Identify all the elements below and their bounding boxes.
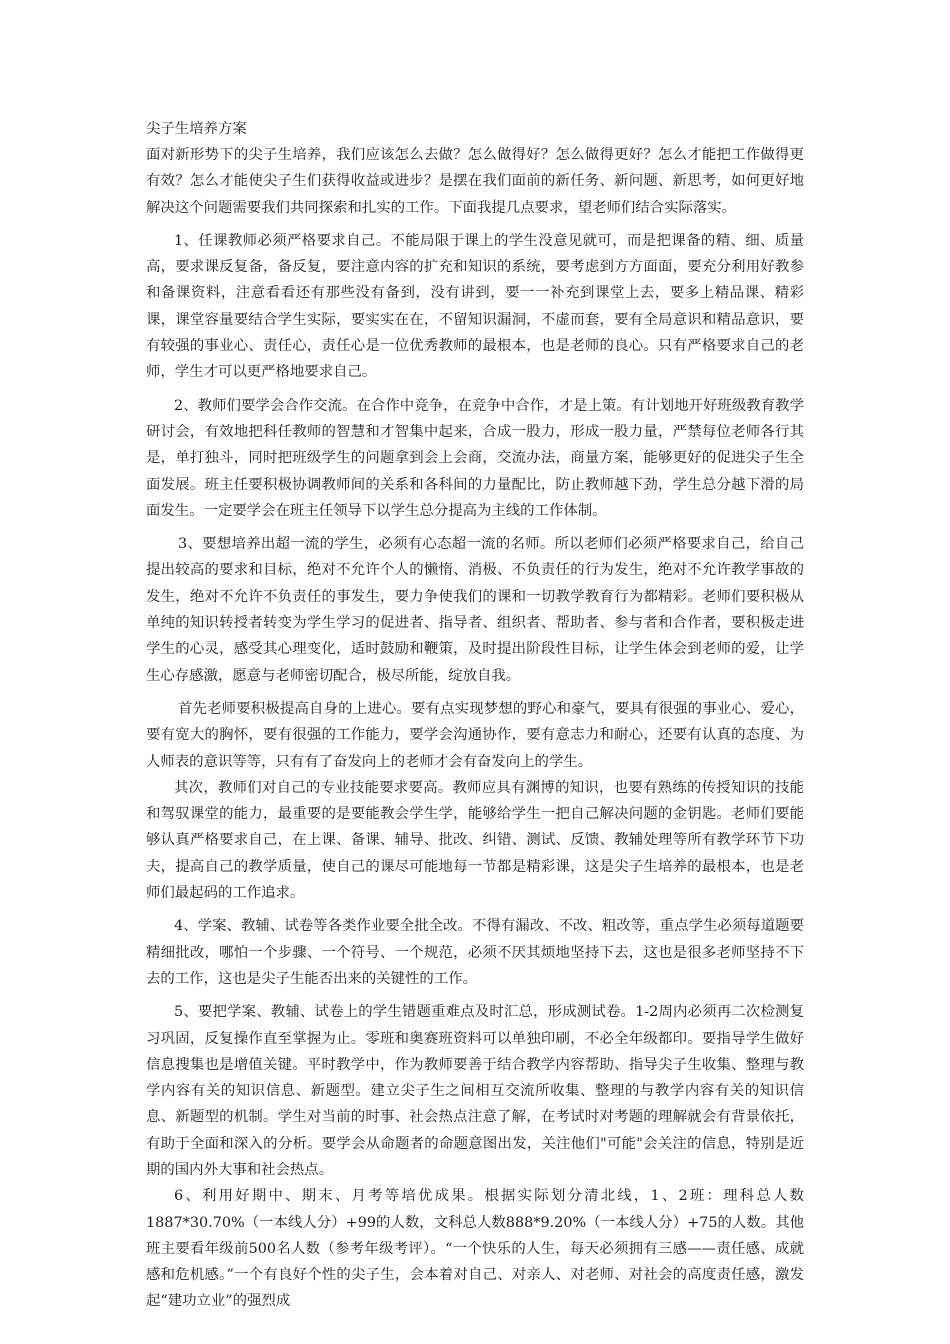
paragraph-intro: 面对新形势下的尖子生培养，我们应该怎么去做？怎么做得好？怎么做得更好？怎么才能把工作做得更有效？怎么才能使尖子生们获得收益或进步？是摆在我们面前的新任务、新问题、新思考，如何更好地解决这个问题需要我们共同探索和扎实的工作。下面我提几点要求，望老师们结合实际落实。: [146, 147, 804, 216]
document-title: 尖子生培养方案: [146, 121, 247, 137]
paragraph-2: 2、教师们要学会合作交流。在合作中竞争，在竞争中合作，才是上策。有计划地开好班级教育教学研讨会，有效地把科任教师的智慧和才智集中起来，合成一股力，形成一股力量，严禁每位老师各行其是，单打独斗，同时把班级学生的问题拿到会上会商，交流办法，商量方案，能够更好的促进尖子生全面发展。班主任要积极协调教师间的关系和各科间的力量配比，防止教师越下劲，学生总分越下滑的局面发生。一定要学会在班主任领导下以学生总分提高为主线的工作体制。: [146, 397, 804, 519]
paragraph-second: 其次，教师们对自己的专业技能要求要高。教师应具有渊博的知识，也要有熟练的传授知识的技能和驾驭课堂的能力，最重要的是要能教会学生学，能够给学生一把自己解决问题的金钥匙。老师们要能够认真严格要求自己，在上课、备课、辅导、批改、纠错、测试、反馈、教辅处理等所有教学环节下功夫，提高自己的教学质量，使自己的课尽可能地每一节都是精彩课，这是尖子生培养的最根本，也是老师们最起码的工作追求。: [146, 779, 804, 902]
paragraph-3: 3、要想培养出超一流的学生，必须有心态超一流的名师。所以老师们必须严格要求自己，给自己提出较高的要求和目标，绝对不允许个人的懒惰、消极、不负责任的行为发生，绝对不允许教学事故的发生，绝对不允许不负责任的事发生，要力争使我们的课和一切教学教育行为都精彩。老师们要积极从单纯的知识转授者转变为学生学习的促进者、指导者、组织者、帮助者、参与者和合作者，要积极走进学生的心灵，感受其心理变化，适时鼓励和鞭策，及时提出阶段性目标，让学生体会到老师的爱，让学生心存感激，愿意与老师密切配合，极尽所能，绽放自我。: [146, 536, 804, 684]
document-page: [146, 116, 804, 1315]
paragraph-6: 6、利用好期中、期末、月考等培优成果。根据实际划分清北线，1、2班：理科总人数1887*30.70%（一本线人分）+99的人数，文科总人数888*9.20%（一本线人分）+75的人数。其他班主要看年级前500名人数（参考年级考评）。“一个快乐的人生，每天必须拥有三感——责任感、成就感和危机感。”一个有良好个性的尖子生，会本着对自己、对亲人、对老师、对社会的高度责任感，激发起“建功立业”的强烈成: [146, 1188, 804, 1310]
paragraph-1: 1、任课教师必须严格要求自己。不能局限于课上的学生没意见就可，而是把课备的精、细、质量高，要求课反复备，备反复，要注意内容的扩充和知识的系统，要考虑到方方面面，要充分利用好教参和备课资料，注意看看还有那些没有备到，没有讲到，要一一补充到课堂上去，要多上精品课、精彩课，课堂容量要结合学生实际，要实实在在，不留知识漏洞，不虚而套，要有全局意识和精品意识，要有较强的事业心、责任心，责任心是一位优秀教师的最根本，也是老师的良心。只有严格要求自己的老师，学生才可以更严格地要求自己。: [146, 232, 804, 381]
paragraph-4: 4、学案、教辅、试卷等各类作业要全批全改。不得有漏改、不改、粗改等，重点学生必须每道题要精细批改，哪怕一个步骤、一个符号、一个规范，必须不厌其烦地坚持下去，这也是很多老师坚持不下去的工作，这也是尖子生能否出来的关键性的工作。: [146, 918, 804, 987]
paragraph-5: 5、要把学案、教辅、试卷上的学生错题重难点及时汇总，形成测试卷。1-2周内必须再二次检测复习巩固，反复操作直至掌握为止。零班和奥赛班资料可以单独印刷，不必全年级都印。要指导学生做好信息搜集也是增值关键。平时教学中，作为教师要善于结合教学内容帮助、指导尖子生收集、整理与教学内容有关的知识信息、新题型。建立尖子生之间相互交流所收集、整理的与教学内容有关的知识信息、新题型的机制。学生对当前的时事、社会热点注意了解，在考试时对考题的理解就会有背景依托，有助于全面和深入的分析。要学会从命题者的命题意图出发，关注他们"可能"会关注的信息，特别是近期的国内外大事和社会热点。: [146, 1004, 804, 1178]
paragraph-first: 首先老师要积极提高自身的上进心。要有点实现梦想的野心和豪气，要具有很强的事业心、爱心，要有宽大的胸怀，要有很强的工作能力，要学会沟通协作，要有意志力和耐心，还要有认真的态度、为人师表的意识等等，只有有了奋发向上的老师才会有奋发向上的学生。: [146, 700, 804, 770]
